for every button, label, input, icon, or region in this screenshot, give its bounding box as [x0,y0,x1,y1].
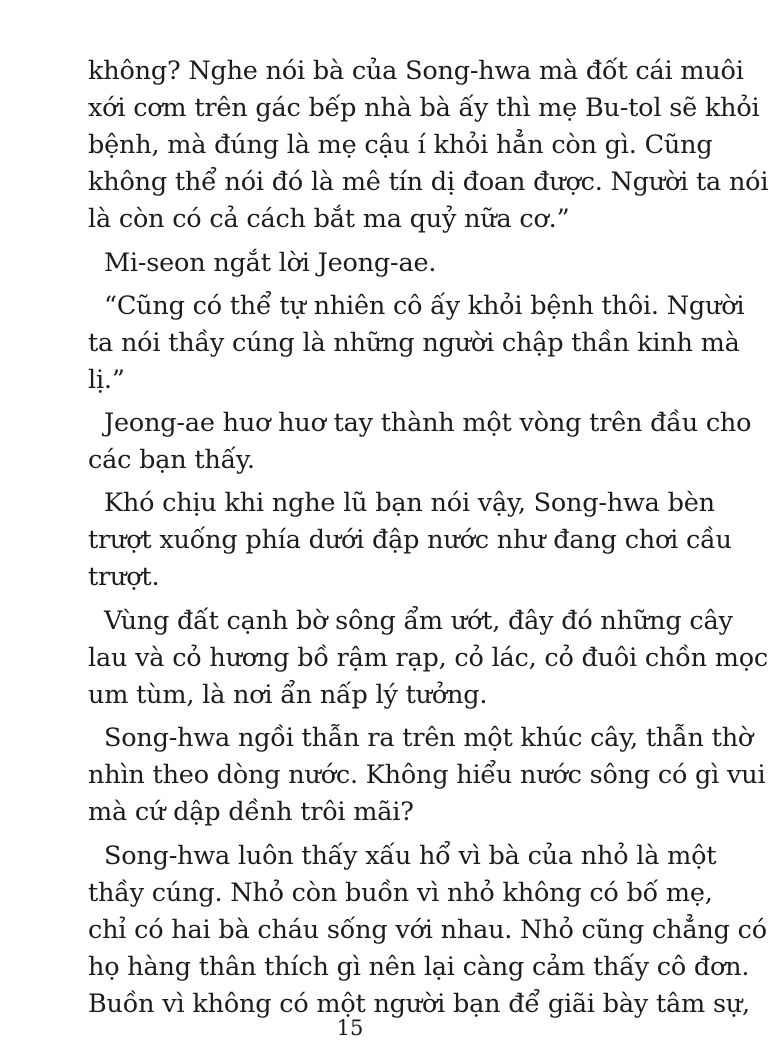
text-line: là còn có cả cách bắt ma quỷ nữa cơ.” [88,204,570,234]
page-number: 15 [336,1016,364,1040]
text-line: bệnh, mà đúng là mẹ cậu í khỏi hẳn còn gì. Cũng [88,130,713,160]
text-line: không thể nói đó là mê tín dị đoan được. Người ta nói [88,167,768,197]
text-line: trượt. [88,562,160,592]
text-line: Jeong-ae huơ huơ tay thành một vòng trên đầu cho [104,408,752,438]
text-line: trượt xuống phía dưới đập nước như đang chơi cầu [88,525,732,555]
text-line: um tùm, là nơi ẩn nấp lý tưởng. [88,680,488,710]
text-line: lị.” [88,365,125,395]
text-line: Khó chịu khi nghe lũ bạn nói vậy, Song-hwa bèn [104,488,715,518]
text-line: Song-hwa ngồi thẫn ra trên một khúc cây, thẫn thờ [104,723,754,753]
text-line: xới cơm trên gác bếp nhà bà ấy thì mẹ Bu-tol sẽ khỏi [88,93,760,123]
text-line: Vùng đất cạnh bờ sông ẩm ướt, đây đó những cây [104,606,733,636]
text-line: Mi-seon ngắt lời Jeong-ae. [104,248,437,278]
text-line: các bạn thấy. [88,445,255,475]
text-line: nhìn theo dòng nước. Không hiểu nước sông có gì vui [88,760,766,790]
text-line: chỉ có hai bà cháu sống với nhau. Nhỏ cũng chẳng có [88,915,767,945]
text-line: Song-hwa luôn thấy xấu hổ vì bà của nhỏ là một [104,841,717,871]
text-line: Buồn vì không có một người bạn để giãi bày tâm sự, [88,989,750,1019]
text-line: họ hàng thân thích gì nên lại càng cảm thấy cô đơn. [88,952,750,982]
text-line: “Cũng có thể tự nhiên cô ấy khỏi bệnh thôi. Người [104,291,745,321]
text-line: mà cứ dập dềnh trôi mãi? [88,797,414,827]
text-line: thầy cúng. Nhỏ còn buồn vì nhỏ không có bố mẹ, [88,878,713,908]
text-line: lau và cỏ hương bồ rậm rạp, cỏ lác, cỏ đuôi chồn mọc [88,643,768,673]
text-line: không? Nghe nói bà của Song-hwa mà đốt cái muôi [88,56,744,86]
text-line: ta nói thầy cúng là những người chập thần kinh mà [88,328,740,358]
